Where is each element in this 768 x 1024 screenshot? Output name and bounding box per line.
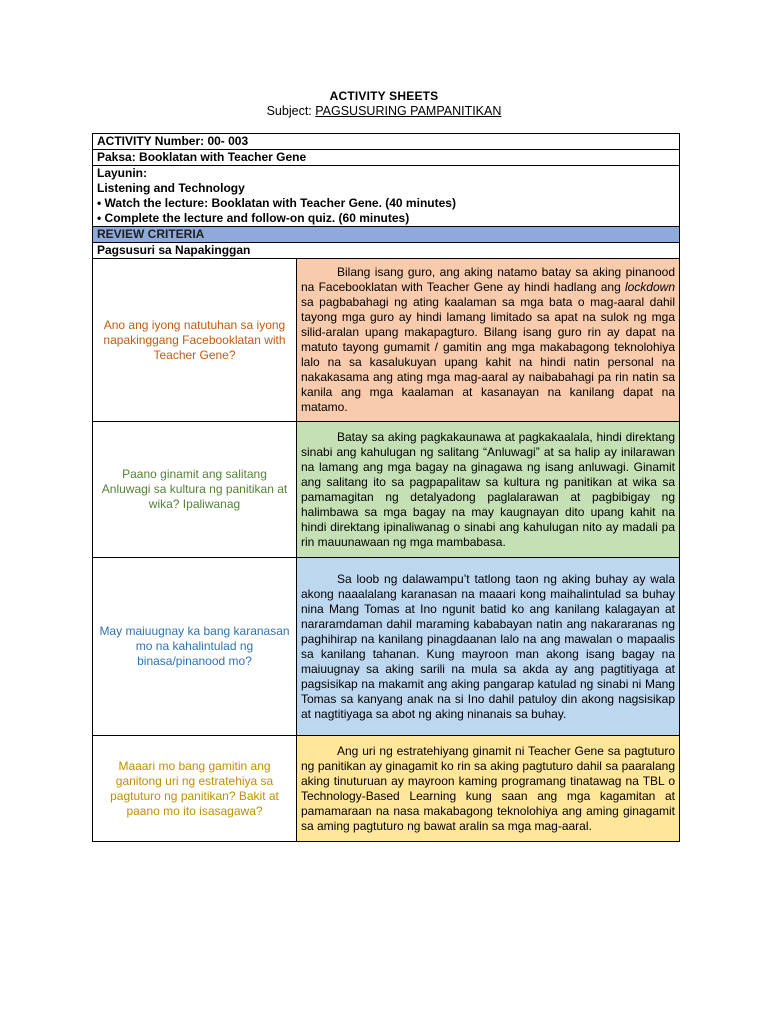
criteria-row xyxy=(93,558,680,736)
review-criteria-label: REVIEW CRITERIA xyxy=(93,227,680,243)
answer-text: Bilang isang guro, ang aking natamo batay sa aking pinanood na Facebooklatan with Teacher Gene ay hindi hadlang ang lockdown sa pagbabahagi ng ating kaalaman sa mga bata o mag-aaral dahil tayong mga guro ay hindi lamang limitado sa apat na sulok ng mga silid-aralan upang makapagturo. Bilang isang guro rin ay dapat na matuto tayong gumamit / gamitin ang mga makabagong teknolohiya lalo na sa kasalukuyan upang kahit na hindi natin personal na nakakasama ang ating mga mag-aaral ay naibabahagi pa rin natin sa kanila ang mga kaalaman at kasanayan na kanilang dapat na matamo. xyxy=(301,265,675,414)
criteria-row xyxy=(93,259,680,422)
answer-cell xyxy=(297,558,680,736)
subject-line xyxy=(0,104,768,118)
document-title: ACTIVITY SHEETS xyxy=(329,89,439,103)
question-cell: Maaari mo bang gamitin ang ganitong uri ng estratehiya sa pagtuturo ng panitikan? Bakit at paano mo ito isasagawa? xyxy=(93,736,297,842)
topic-row xyxy=(93,150,680,166)
section-row xyxy=(93,243,680,259)
objectives-cell xyxy=(93,166,680,227)
activity-number: ACTIVITY Number: 00- 003 xyxy=(93,134,680,150)
section-label: Pagsusuri sa Napakinggan xyxy=(93,243,680,259)
question-cell: Paano ginamit ang salitang Anluwagi sa kultura ng panitikan at wika? Ipaliwanag xyxy=(93,422,297,558)
question-cell: Ano ang iyong natutuhan sa iyong napakinggang Facebooklatan with Teacher Gene? xyxy=(93,259,297,422)
activity-table xyxy=(92,133,680,842)
answer-text: Batay sa aking pagkakaunawa at pagkakaalala, hindi direktang sinabi ang kahulugan ng salitang “Anluwagi” at sa halip ay inilarawan na lamang ang mga bagay na ginagawa ng isang anluwagi. Ginamit ang salitang ito sa pagpapalitaw sa kultura ng panitikan at wika sa pamamagitan ng detalyadong paglalarawan at pagbibigay ng halimbawa sa mga bagay na may kaugnayan dito upang kahit na hindi direktang ipinaliwanag o sinabi ang kahulugan nito ay madali pa rin mauunawaan ng mga mambabasa. xyxy=(301,429,675,549)
answer-text: Sa loob ng dalawampu’t tatlong taon ng aking buhay ay wala akong naaalalang karanasan na maaari kong maihalintulad sa buhay nina Mang Tomas at Ino ngunit batid ko ang kanilang kalagayan at nararamdaman dahil maraming kababayan natin ang nakararanas ng paghihirap na kanilang pinagdaanan lalo na ang mawalan o mapaalis sa kanilang tahanan. Kung mayroon man akong isang bagay na maiuugnay sa aking sarili na mula sa akda ay ang pagtitiyaga at pagsisikap na makamit ang aking pangarap katulad ng sinabi ni Mang Tomas sa kanyang anak na si Ino dahil patuloy din akong nagsisikap at nagtitiyaga sa abot ng aking ninanais sa buhay. xyxy=(301,571,675,721)
answer-cell xyxy=(297,736,680,842)
answer-cell xyxy=(297,259,680,422)
question-cell: May maiuugnay ka bang karanasan mo na kahalintulad ng binasa/pinanood mo? xyxy=(93,558,297,736)
objective-item: • Watch the lecture: Booklatan with Teacher Gene. (40 minutes) xyxy=(97,196,456,210)
answer-emphasis: lockdown xyxy=(624,280,675,294)
subject-value: PAGSUSURING PAMPANITIKAN xyxy=(315,104,502,118)
criteria-row xyxy=(93,422,680,558)
objectives-row xyxy=(93,166,680,227)
activity-number-row xyxy=(93,134,680,150)
objectives-label: Layunin: xyxy=(97,166,147,180)
answer-cell xyxy=(297,422,680,558)
criteria-row xyxy=(93,736,680,842)
objectives-title: Listening and Technology xyxy=(97,181,245,195)
topic: Paksa: Booklatan with Teacher Gene xyxy=(93,150,680,166)
objective-item: • Complete the lecture and follow-on quiz. (60 minutes) xyxy=(97,211,410,225)
answer-text: Ang uri ng estratehiyang ginamit ni Teacher Gene sa pagtuturo ng panitikan ay ginagamit ko rin sa aking pagtuturo dahil sa paaralang aking tinuturuan ay mayroon kaming programang tinatawag na TBL o Technology-Based Learning kung saan ang mga kagamitan at pamamaraan na nasa makabagong teknolohiya ang aming ginagamit sa aming pagtuturo ng bawat aralin sa mga mag-aaral. xyxy=(301,743,675,833)
subject-label: Subject: xyxy=(266,104,312,118)
review-criteria-row xyxy=(93,227,680,243)
